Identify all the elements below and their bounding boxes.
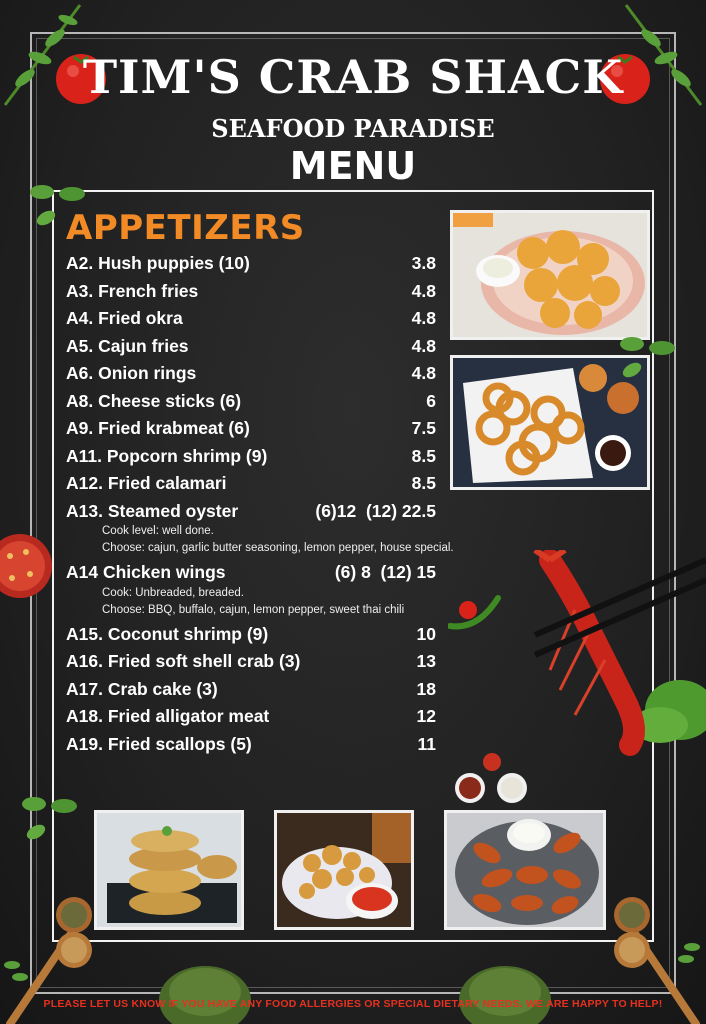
menu-item-price: 4.8 (411, 335, 436, 356)
menu-item-price: 3.8 (411, 253, 436, 273)
menu-item-name: A12. Fried calamari (66, 473, 227, 493)
crayfish-icon (530, 550, 706, 760)
herb-pile-icon (155, 948, 255, 1024)
menu-item-price: 4.8 (411, 308, 436, 328)
appetizer-list (66, 250, 454, 758)
menu-item-note: Choose: cajun, garlic butter seasoning, lemon pepper, house special. (102, 542, 454, 554)
menu-item (66, 559, 436, 587)
menu-item (66, 415, 436, 443)
menu-item-price: 4.8 (411, 363, 436, 383)
menu-item-price: 12 (416, 706, 436, 726)
menu-item-price: 13 (416, 651, 436, 671)
menu-item (66, 703, 436, 731)
menu-item-name: A19. Fried scallops (5) (66, 733, 252, 754)
menu-item-name: A15. Coconut shrimp (9) (66, 623, 269, 644)
menu-item-notes (66, 523, 454, 557)
menu-item-name: A3. French fries (66, 280, 199, 301)
menu-item-price: 10 (416, 623, 436, 644)
menu-item-name: A13. Steamed oyster (66, 500, 239, 521)
menu-item-name: A18. Fried alligator meat (66, 706, 270, 726)
menu-item (66, 333, 436, 361)
menu-item-price: 8.5 (411, 473, 436, 493)
basil-leaf-icon (612, 330, 682, 390)
menu-item-note: Cook: Unbreaded, breaded. (102, 586, 244, 599)
tomato-slice-icon (0, 522, 52, 610)
hush-puppies-photo (450, 210, 650, 340)
menu-item-name: A6. Onion rings (66, 363, 197, 383)
menu-item (66, 470, 436, 498)
menu-item (66, 498, 436, 526)
menu-item-name: A17. Crab cake (3) (66, 678, 218, 699)
menu-heading: MENU (289, 144, 417, 188)
sauce-cups-icon (452, 752, 532, 806)
menu-item (66, 443, 436, 471)
restaurant-name: TIM'S CRAB SHACK (82, 50, 624, 104)
basil-leaf-icon (14, 790, 84, 850)
tagline: SEAFOOD PARADISE (211, 114, 495, 143)
menu-item-name: A16. Fried soft shell crab (3) (66, 651, 301, 671)
menu-item-price: 7.5 (411, 418, 436, 438)
menu-item-name: A4. Fried okra (66, 308, 183, 328)
menu-item (66, 278, 436, 306)
menu-item-note: Choose: BBQ, buffalo, cajun, lemon pepper, sweet thai chili (102, 603, 405, 616)
chili-pepper-icon (448, 594, 504, 634)
menu-item-note: Cook level: well done. (102, 525, 214, 537)
menu-item (66, 621, 436, 649)
menu-item (66, 360, 436, 388)
menu-item (66, 388, 436, 416)
menu-item-price: 4.8 (411, 280, 436, 301)
menu-item-price: (6)12 (12) 22.5 (315, 500, 436, 521)
menu-item (66, 676, 436, 704)
menu-item-name: A9. Fried krabmeat (6) (66, 418, 250, 438)
menu-item (66, 250, 436, 278)
popcorn-shrimp-photo (274, 810, 414, 930)
menu-item-price: (6) 8 (12) 15 (334, 562, 436, 582)
menu-item (66, 648, 436, 676)
menu-item-name: A8. Cheese sticks (6) (66, 390, 242, 411)
menu-item-name: A5. Cajun fries (66, 335, 189, 356)
section-title-appetizers: APPETIZERS (66, 208, 305, 248)
herb-pile-icon (455, 948, 555, 1024)
crab-cake-photo (94, 810, 244, 930)
menu-item-notes (66, 585, 436, 619)
menu-item (66, 305, 436, 333)
chicken-wings-photo (444, 810, 606, 930)
menu-item (66, 731, 436, 759)
menu-item-name: A14 Chicken wings (66, 562, 226, 582)
menu-item-price: 18 (416, 678, 436, 699)
menu-item-name: A11. Popcorn shrimp (9) (66, 445, 268, 466)
menu-item-name: A2. Hush puppies (10) (66, 253, 250, 273)
allergy-notice: PLEASE LET US KNOW IF YOU HAVE ANY FOOD ALLERGIES OR SPECIAL DIETARY NEEDS. WE ARE HAPPY TO HELP! (43, 998, 663, 1010)
menu-item-price: 8.5 (411, 445, 436, 466)
menu-item-price: 6 (426, 390, 436, 411)
menu-item-price: 11 (417, 733, 436, 754)
